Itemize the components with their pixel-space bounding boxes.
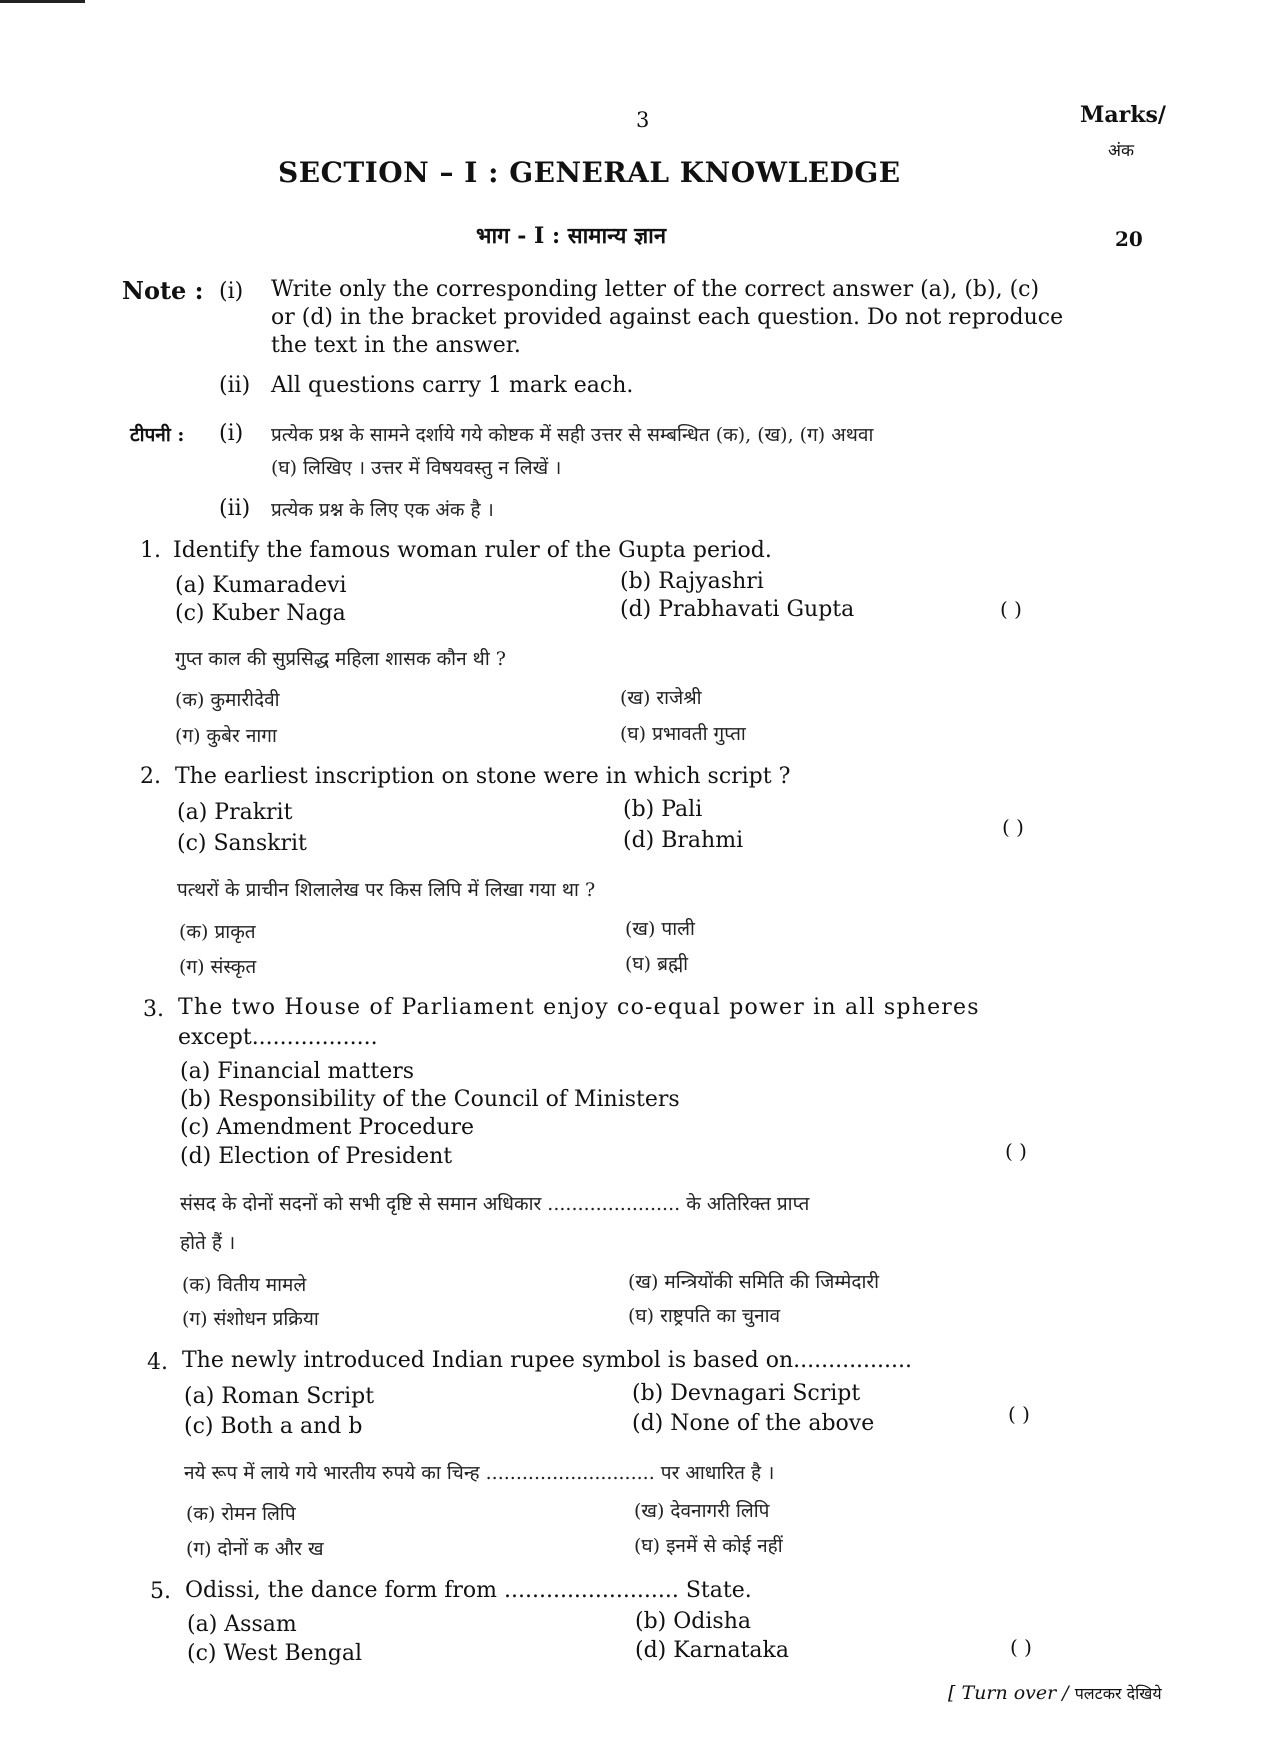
question-text: The newly introduced Indian rupee symbol is based on................. [182, 1348, 913, 1373]
question-number: 1. [140, 538, 161, 563]
question-text-hindi: गुप्त काल की सुप्रसिद्ध महिला शासक कौन थी ? [175, 648, 506, 670]
option: (d) Prabhavati Gupta [620, 597, 855, 622]
note-item-num: (i) [219, 279, 244, 304]
option-hindi: (क) कुमारीदेवी [175, 689, 280, 711]
section-marks: 20 [1115, 227, 1143, 251]
question-text-hindi: पत्थरों के प्राचीन शिलालेख पर किस लिपि में लिखा गया था ? [177, 879, 596, 901]
question-text: Odissi, the dance form from ......................... State. [185, 1578, 752, 1603]
hindi-note-item-line: प्रत्येक प्रश्न के सामने दर्शाये गये कोष्टक में सही उत्तर से सम्बन्धित (क), (ख), (ग) अथवा [271, 424, 874, 446]
question-text-hindi: होते हैं । [180, 1232, 236, 1254]
question-number: 2. [140, 764, 161, 789]
option: (c) Amendment Procedure [180, 1115, 475, 1140]
option: (a) Financial matters [180, 1059, 415, 1084]
marks-label-hindi: अंक [1108, 141, 1135, 161]
option: (a) Kumaradevi [175, 573, 347, 598]
option-hindi: (घ) इनमें से कोई नहीं [634, 1535, 783, 1557]
note-item-line: the text in the answer. [271, 333, 521, 358]
option-hindi: (क) वितीय मामले [182, 1274, 307, 1296]
option: (b) Devnagari Script [632, 1381, 861, 1406]
note-label: Note : [122, 276, 204, 305]
option-hindi: (ख) मन्त्रियोंकी समिति की जिम्मेदारी [628, 1271, 880, 1293]
option-hindi: (ख) पाली [625, 918, 695, 940]
option: (b) Pali [623, 797, 703, 822]
hindi-note-item-num: (i) [219, 421, 244, 446]
note-item-line: All questions carry 1 mark each. [271, 373, 634, 398]
turn-over-text-hindi: पलटकर देखिये [1074, 1684, 1162, 1703]
section-title-hindi: भाग - I : सामान्य ज्ञान [476, 223, 667, 249]
question-text-hindi: नये रूप में लाये गये भारतीय रुपये का चिन्ह ............................ पर आधारित है । [184, 1462, 775, 1484]
option: (d) None of the above [632, 1411, 875, 1436]
question-text: Identify the famous woman ruler of the Gupta period. [173, 538, 772, 563]
option: (c) West Bengal [187, 1641, 363, 1666]
option: (d) Brahmi [623, 828, 744, 853]
answer-bracket[interactable]: ( ) [1000, 597, 1022, 621]
hindi-note-item-line: प्रत्येक प्रश्न के लिए एक अंक है । [271, 499, 494, 521]
option-hindi: (ग) कुबेर नागा [175, 725, 277, 747]
option: (a) Assam [187, 1612, 297, 1637]
question-text: The two House of Parliament enjoy co-equal power in all spheres [178, 995, 980, 1020]
option: (d) Election of President [180, 1144, 453, 1169]
answer-bracket[interactable]: ( ) [1010, 1635, 1032, 1659]
option: (b) Rajyashri [620, 569, 764, 594]
note-item-line: Write only the corresponding letter of the correct answer (a), (b), (c) [271, 277, 1040, 302]
question-text: except.................. [178, 1025, 378, 1050]
turn-over-text: [ Turn over / [948, 1682, 1075, 1704]
question-text: The earliest inscription on stone were in which script ? [175, 764, 791, 789]
marks-label: Marks/ [1080, 102, 1166, 128]
option: (c) Kuber Naga [175, 601, 346, 626]
section-title: SECTION – I : GENERAL KNOWLEDGE [278, 156, 901, 189]
question-text-hindi: संसद के दोनों सदनों को सभी दृष्टि से समान अधिकार ...................... के अतिरिक्त प्राप्त [180, 1193, 810, 1215]
note-item-num: (ii) [219, 373, 251, 398]
note-item-line: or (d) in the bracket provided against each question. Do not reproduce [271, 305, 1064, 330]
option-hindi: (क) रोमन लिपि [186, 1503, 296, 1525]
option: (b) Responsibility of the Council of Ministers [180, 1087, 680, 1112]
option-hindi: (घ) राष्ट्रपति का चुनाव [628, 1305, 781, 1327]
question-number: 5. [150, 1579, 171, 1604]
question-number: 3. [143, 997, 164, 1022]
option: (c) Sanskrit [177, 831, 307, 856]
option-hindi: (क) प्राकृत [179, 921, 256, 943]
option-hindi: (घ) प्रभावती गुप्ता [620, 723, 746, 745]
hindi-note-item-line: (घ) लिखिए । उत्तर में विषयवस्तु न लिखें । [271, 457, 562, 479]
option-hindi: (ग) दोनों क और ख [186, 1538, 324, 1560]
hindi-note-item-num: (ii) [219, 496, 251, 521]
option-hindi: (ग) संस्कृत [179, 956, 257, 978]
option: (a) Roman Script [184, 1384, 375, 1409]
top-rule [0, 0, 85, 3]
option-hindi: (ख) देवनागरी लिपि [634, 1500, 770, 1522]
option: (c) Both a and b [184, 1414, 363, 1439]
option-hindi: (ग) संशोधन प्रक्रिया [182, 1308, 319, 1330]
hindi-note-label: टीपनी : [130, 424, 185, 446]
option: (b) Odisha [635, 1609, 751, 1634]
option: (a) Prakrit [177, 800, 293, 825]
answer-bracket[interactable]: ( ) [1002, 815, 1024, 839]
answer-bracket[interactable]: ( ) [1005, 1139, 1027, 1163]
option-hindi: (ख) राजेश्री [620, 687, 702, 709]
option: (d) Karnataka [635, 1638, 789, 1663]
question-number: 4. [147, 1350, 168, 1375]
answer-bracket[interactable]: ( ) [1008, 1402, 1030, 1426]
option-hindi: (घ) ब्रह्मी [625, 953, 689, 975]
turn-over-note [948, 1682, 1162, 1704]
page-number: 3 [636, 108, 650, 132]
